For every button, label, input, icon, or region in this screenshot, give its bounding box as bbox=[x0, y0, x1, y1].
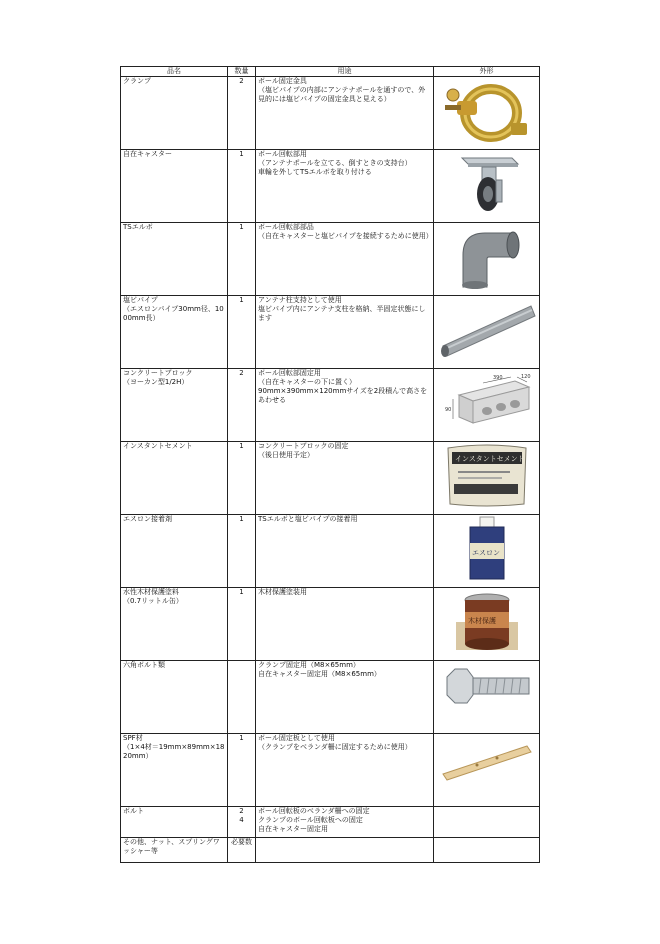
item-image bbox=[434, 807, 540, 838]
item-name: インスタントセメント bbox=[121, 442, 228, 515]
item-qty: 1 bbox=[228, 515, 256, 588]
table-row bbox=[121, 515, 540, 588]
item-use: アンテナ柱支持として使用 塩ビパイプ内にアンテナ支柱を格納、半固定状態にします bbox=[256, 296, 434, 369]
block-length-label: 390 bbox=[492, 375, 503, 381]
header-name: 品名 bbox=[121, 67, 228, 77]
hex-bolt-icon bbox=[439, 661, 535, 711]
block-height-label: 90 bbox=[444, 407, 451, 413]
item-image bbox=[434, 369, 540, 442]
header-look: 外形 bbox=[434, 67, 540, 77]
parts-table bbox=[120, 66, 540, 863]
caster-icon bbox=[452, 150, 522, 214]
item-use: ボール回転部固定用 （自在キャスターの下に置く） 90mm×390mm×120mmサイズを2段積んで高さをあわせる bbox=[256, 369, 434, 442]
item-qty: 1 bbox=[228, 442, 256, 515]
item-name: コンクリートブロック （ヨーカン型1/2H） bbox=[121, 369, 228, 442]
header-qty: 数量 bbox=[228, 67, 256, 77]
item-use: クランプ固定用（M8×65mm） 自在キャスター固定用（M8×65mm） bbox=[256, 661, 434, 734]
wood-plank-icon bbox=[437, 734, 537, 784]
item-use: TSエルボと塩ビパイプの接着用 bbox=[256, 515, 434, 588]
item-use: ボール回転部用 （アンテナポールを立てる、倒すときの支持台） 車輪を外してTSエルボを取り付ける bbox=[256, 150, 434, 223]
item-qty: 1 bbox=[228, 296, 256, 369]
table-row bbox=[121, 734, 540, 807]
item-image bbox=[434, 661, 540, 734]
item-name: クランプ bbox=[121, 77, 228, 150]
table-row bbox=[121, 77, 540, 150]
cement-bag-icon bbox=[444, 442, 530, 508]
adhesive-can-icon bbox=[462, 515, 512, 581]
item-image bbox=[434, 223, 540, 296]
item-image bbox=[434, 150, 540, 223]
paint-can-label: 木材保護 bbox=[467, 617, 496, 625]
item-image bbox=[434, 838, 540, 863]
item-name: 水性木材保護塗料 （0.7リットル缶） bbox=[121, 588, 228, 661]
clamp-icon bbox=[439, 77, 535, 143]
item-qty: 1 bbox=[228, 223, 256, 296]
item-use: コンクリートブロックの固定 （後日使用予定） bbox=[256, 442, 434, 515]
item-use: 木材保護塗装用 bbox=[256, 588, 434, 661]
item-name: 自在キャスター bbox=[121, 150, 228, 223]
table-row bbox=[121, 588, 540, 661]
pvc-pipe-icon bbox=[437, 296, 537, 362]
header-use: 用途 bbox=[256, 67, 434, 77]
item-name: エスロン接着剤 bbox=[121, 515, 228, 588]
item-name: その他、ナット、スプリングワッシャー等 bbox=[121, 838, 228, 863]
table-row bbox=[121, 296, 540, 369]
item-image bbox=[434, 77, 540, 150]
item-use: ボール固定板として使用 （クランプをベランダ柵に固定するために使用） bbox=[256, 734, 434, 807]
item-image bbox=[434, 588, 540, 661]
item-image bbox=[434, 296, 540, 369]
elbow-fitting-icon bbox=[449, 223, 525, 289]
item-name: TSエルボ bbox=[121, 223, 228, 296]
table-row bbox=[121, 838, 540, 863]
item-qty: 2 bbox=[228, 77, 256, 150]
table-row bbox=[121, 661, 540, 734]
item-image bbox=[434, 442, 540, 515]
block-width-label: 120 bbox=[520, 374, 531, 380]
item-qty: 1 bbox=[228, 588, 256, 661]
item-use: ボール固定金具 （塩ビパイプの内部にアンテナポールを通すので、外見的には塩ビパイプの固定金具と見える） bbox=[256, 77, 434, 150]
item-name: 塩ビパイプ （エスロンパイプ30mm径、1000mm長） bbox=[121, 296, 228, 369]
table-row bbox=[121, 369, 540, 442]
item-use: ボール回転部部品 （自在キャスターと塩ビパイプを接続するために使用） bbox=[256, 223, 434, 296]
concrete-block-icon bbox=[437, 369, 537, 435]
item-qty bbox=[228, 661, 256, 734]
item-qty: 1 bbox=[228, 734, 256, 807]
item-qty: 2 4 bbox=[228, 807, 256, 838]
item-qty: 2 bbox=[228, 369, 256, 442]
table-row bbox=[121, 807, 540, 838]
header-row bbox=[121, 67, 540, 77]
item-name: 六角ボルト類 bbox=[121, 661, 228, 734]
adhesive-can-label: エスロン bbox=[471, 549, 500, 557]
item-image bbox=[434, 515, 540, 588]
item-use: ボール回転板のベランダ柵への固定 クランプのボール回転板への固定 自在キャスター固定用 bbox=[256, 807, 434, 838]
table-row bbox=[121, 223, 540, 296]
cement-bag-label: インスタントセメント bbox=[454, 455, 525, 463]
item-name: SPF材 （1×4材＝19mm×89mm×1820mm） bbox=[121, 734, 228, 807]
item-qty: 1 bbox=[228, 150, 256, 223]
item-name: ボルト bbox=[121, 807, 228, 838]
table-row bbox=[121, 150, 540, 223]
item-qty: 必要数 bbox=[228, 838, 256, 863]
paint-can-icon bbox=[454, 588, 520, 654]
item-image bbox=[434, 734, 540, 807]
item-use bbox=[256, 838, 434, 863]
table-row bbox=[121, 442, 540, 515]
